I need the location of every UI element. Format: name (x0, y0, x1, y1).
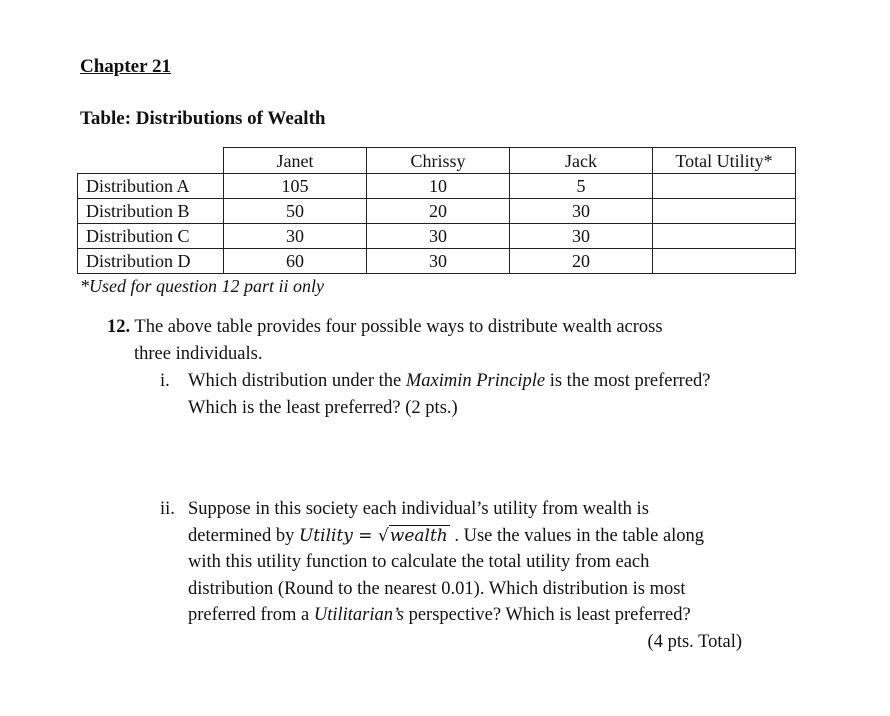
part-numeral: ii. (160, 499, 175, 519)
total-utility-cell (653, 224, 796, 249)
table-cell: 30 (224, 224, 367, 249)
part-text: Which distribution under the (188, 371, 406, 391)
question-text: The above table provides four possible ways to distribute wealth across (134, 317, 663, 337)
table-cell: 50 (224, 199, 367, 224)
sqrt-radicand: wealth (389, 525, 448, 546)
table-corner-cell (78, 148, 224, 174)
utility-formula (299, 526, 450, 546)
table-row (78, 174, 796, 199)
part-text: perspective? Which is least preferred? (403, 605, 691, 625)
question-12-part-i (160, 368, 860, 421)
question-12 (107, 314, 827, 367)
table-header-row (78, 148, 796, 174)
part-text: Which is the least preferred? (2 pts.) (188, 397, 458, 418)
wealth-distribution-table (77, 147, 796, 274)
utilitarian-term: Utilitarian’s (313, 605, 404, 625)
question-text: three individuals. (134, 343, 263, 364)
sqrt-symbol (378, 523, 450, 550)
total-utility-cell (653, 174, 796, 199)
total-utility-cell (653, 199, 796, 224)
header-jack: Jack (510, 148, 653, 174)
chapter-heading: Chapter 21 (80, 56, 171, 77)
part-numeral: i. (160, 371, 170, 391)
header-janet: Janet (224, 148, 367, 174)
table-cell: 20 (367, 199, 510, 224)
maximin-term: Maximin Principle (405, 371, 546, 391)
row-label: Distribution A (78, 174, 224, 199)
table-cell: 30 (510, 224, 653, 249)
table-row (78, 249, 796, 274)
table-title: Table: Distributions of Wealth (80, 108, 326, 129)
table-row (78, 199, 796, 224)
points-label: (4 pts. Total) (647, 631, 742, 652)
table-row (78, 224, 796, 249)
table-cell: 30 (367, 224, 510, 249)
part-text: Suppose in this society each individual’s utility from wealth is (188, 499, 649, 519)
table-cell: 60 (224, 249, 367, 274)
table-cell: 20 (510, 249, 653, 274)
formula-equals: = (352, 525, 378, 546)
part-text: . Use the values in the table along (449, 525, 705, 546)
total-utility-cell (653, 249, 796, 274)
table-cell: 30 (510, 199, 653, 224)
table-cell: 10 (367, 174, 510, 199)
table-footnote: *Used for question 12 part ii only (80, 276, 324, 296)
header-chrissy: Chrissy (367, 148, 510, 174)
table-cell: 5 (510, 174, 653, 199)
part-text: preferred from a (188, 605, 314, 625)
part-text: distribution (Round to the nearest 0.01). Which distribution is most (188, 578, 686, 599)
part-text: with this utility function to calculate the total utility from each (188, 552, 650, 572)
sqrt-sign: √ (377, 525, 389, 546)
question-12-part-ii (160, 496, 860, 655)
question-number: 12. (107, 317, 131, 337)
header-total-utility: Total Utility* (653, 148, 796, 174)
table-cell: 30 (367, 249, 510, 274)
formula-lhs: Utility (298, 525, 353, 546)
part-text: is the most preferred? (545, 371, 711, 391)
table-cell: 105 (224, 174, 367, 199)
row-label: Distribution B (78, 199, 224, 224)
row-label: Distribution C (78, 224, 224, 249)
row-label: Distribution D (78, 249, 224, 274)
part-text: determined by (188, 525, 299, 546)
